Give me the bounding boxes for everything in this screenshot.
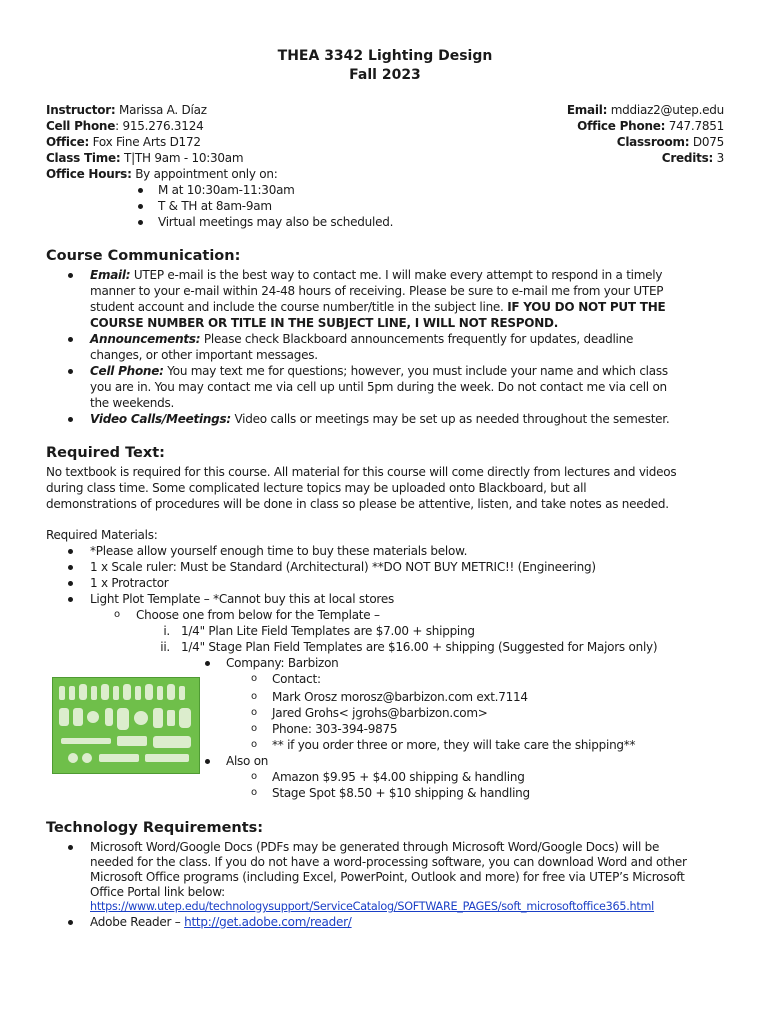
- bullet-icon: [68, 331, 76, 347]
- document-title: THEA 3342 Lighting Design: [277, 48, 493, 64]
- office-hours-item: M at 10:30am-11:30am: [158, 183, 295, 197]
- email-line: Email: mddiaz2@utep.edu: [566, 103, 724, 117]
- adobe-reader-link[interactable]: http://get.adobe.com/reader/: [184, 915, 352, 929]
- roman-numeral: ii.: [160, 640, 170, 654]
- document-subtitle: Fall 2023: [349, 67, 421, 83]
- email-policy-line: manner to your e-mail within 24-48 hours of receiving. Please be sure to e-mail me from your UTEP: [90, 284, 664, 298]
- template-choice-line: Choose one from below for the Template –: [136, 608, 380, 622]
- contact-item: ** if you order three or more, they will take care the shipping**: [272, 738, 636, 752]
- communication-heading: Course Communication:: [46, 248, 241, 264]
- bullet-icon: [68, 411, 76, 427]
- office-phone-line: Office Phone: 747.7851: [577, 119, 724, 133]
- bullet-icon: [68, 914, 76, 930]
- materials-item: Light Plot Template – *Cannot buy this at local stores: [90, 592, 394, 606]
- instructor-line: Instructor: Marissa A. Díaz: [46, 103, 207, 117]
- bullet-icon: [68, 559, 76, 575]
- required-text-heading: Required Text:: [46, 445, 165, 461]
- materials-item: 1 x Protractor: [90, 576, 169, 590]
- cell-policy-line: you are in. You may contact me via cell up until 5pm during the week. Do not contact me via cell on: [90, 380, 667, 394]
- bullet-icon: [205, 655, 213, 671]
- email-policy-line: student account and include the course number/title in the subject line. IF YOU DO NOT PUT THE: [90, 300, 666, 314]
- template-option: 1/4" Plan Lite Field Templates are $7.00 + shipping: [181, 624, 475, 638]
- announcements-line: changes, or other important messages.: [90, 348, 318, 362]
- company-line: Company: Barbizon: [226, 656, 339, 670]
- sub-bullet-icon: o: [251, 707, 257, 718]
- template-stencil-icon: [53, 678, 199, 773]
- email-policy-warning: COURSE NUMBER OR TITLE IN THE SUBJECT LINE, I WILL NOT RESPOND.: [90, 316, 559, 330]
- class-time-line: Class Time: T|TH 9am - 10:30am: [46, 151, 244, 165]
- materials-item: *Please allow yourself enough time to buy these materials below.: [90, 544, 468, 558]
- contact-item: Phone: 303-394-9875: [272, 722, 398, 736]
- microsoft-office-link[interactable]: https://www.utep.edu/technologysupport/ServiceCatalog/SOFTWARE_PAGES/soft_microsoftoffice365.html: [90, 900, 655, 913]
- bullet-icon: [68, 363, 76, 379]
- technology-line: Office Portal link below:: [90, 885, 225, 899]
- sub-bullet-icon: o: [251, 771, 257, 782]
- roman-numeral: i.: [163, 624, 170, 638]
- technology-heading: Technology Requirements:: [46, 820, 264, 836]
- also-on-line: Also on: [226, 754, 269, 768]
- sub-bullet-icon: o: [251, 739, 257, 750]
- required-text-paragraph: No textbook is required for this course. All material for this course will come directly from lectures and videos: [46, 465, 677, 479]
- technology-line: needed for the class. If you do not have a word-processing software, you can download Word and other: [90, 855, 687, 869]
- office-line: Office: Fox Fine Arts D172: [46, 135, 201, 149]
- bullet-icon: [68, 543, 76, 559]
- email-policy-line: Email: UTEP e-mail is the best way to contact me. I will make every attempt to respond in a timely: [90, 268, 663, 282]
- adobe-reader-line: Adobe Reader – http://get.adobe.com/reader/: [90, 915, 352, 929]
- sub-bullet-icon: o: [251, 723, 257, 734]
- contact-label: Contact:: [272, 672, 321, 686]
- technology-line: Microsoft Office programs (including Excel, PowerPoint, Outlook and more) for free via UTEP’s Microsoft: [90, 870, 685, 884]
- office-hours-item: Virtual meetings may also be scheduled.: [158, 215, 394, 229]
- contact-item: Mark Orosz morosz@barbizon.com ext.7114: [272, 690, 528, 704]
- credits-line: Credits: 3: [661, 151, 724, 165]
- lighting-template-image: [52, 677, 200, 774]
- bullet-icon: [68, 839, 76, 855]
- classroom-line: Classroom: D075: [616, 135, 724, 149]
- technology-line: Microsoft Word/Google Docs (PDFs may be generated through Microsoft Word/Google Docs) will be: [90, 840, 660, 854]
- sub-bullet-icon: o: [251, 691, 257, 702]
- materials-item: 1 x Scale ruler: Must be Standard (Architectural) **DO NOT BUY METRIC!! (Engineering): [90, 560, 596, 574]
- bullet-icon: [68, 575, 76, 591]
- bullet-icon: [138, 198, 146, 214]
- sub-bullet-icon: o: [251, 787, 257, 798]
- materials-heading: Required Materials:: [46, 528, 158, 542]
- cell-phone-line: Cell Phone: 915.276.3124: [46, 119, 204, 133]
- video-policy-line: Video Calls/Meetings: Video calls or meetings may be set up as needed throughout the semester.: [90, 412, 670, 426]
- bullet-icon: [68, 591, 76, 607]
- required-text-paragraph: demonstrations of procedures will be done in class so please be attentive, listen, and take notes as needed.: [46, 497, 669, 511]
- retailer-item: Amazon $9.95 + $4.00 shipping & handling: [272, 770, 525, 784]
- bullet-icon: [205, 753, 213, 769]
- retailer-item: Stage Spot $8.50 + $10 shipping & handling: [272, 786, 530, 800]
- bullet-icon: [138, 182, 146, 198]
- cell-policy-line: Cell Phone: You may text me for questions; however, you must include your name and which class: [90, 364, 668, 378]
- required-text-paragraph: during class time. Some complicated lecture topics may be uploaded onto Blackboard, but all: [46, 481, 587, 495]
- bullet-icon: [68, 267, 76, 283]
- announcements-line: Announcements: Please check Blackboard announcements frequently for updates, deadline: [90, 332, 634, 346]
- office-hours-item: T & TH at 8am-9am: [158, 199, 272, 213]
- bullet-icon: [138, 214, 146, 230]
- sub-bullet-icon: o: [251, 673, 257, 684]
- office-hours-line: Office Hours: By appointment only on:: [46, 167, 278, 181]
- cell-policy-line: the weekends.: [90, 396, 175, 410]
- sub-bullet-icon: o: [114, 609, 120, 620]
- contact-item: Jared Grohs< jgrohs@barbizon.com>: [272, 706, 488, 720]
- template-option: 1/4" Stage Plan Field Templates are $16.00 + shipping (Suggested for Majors only): [181, 640, 658, 654]
